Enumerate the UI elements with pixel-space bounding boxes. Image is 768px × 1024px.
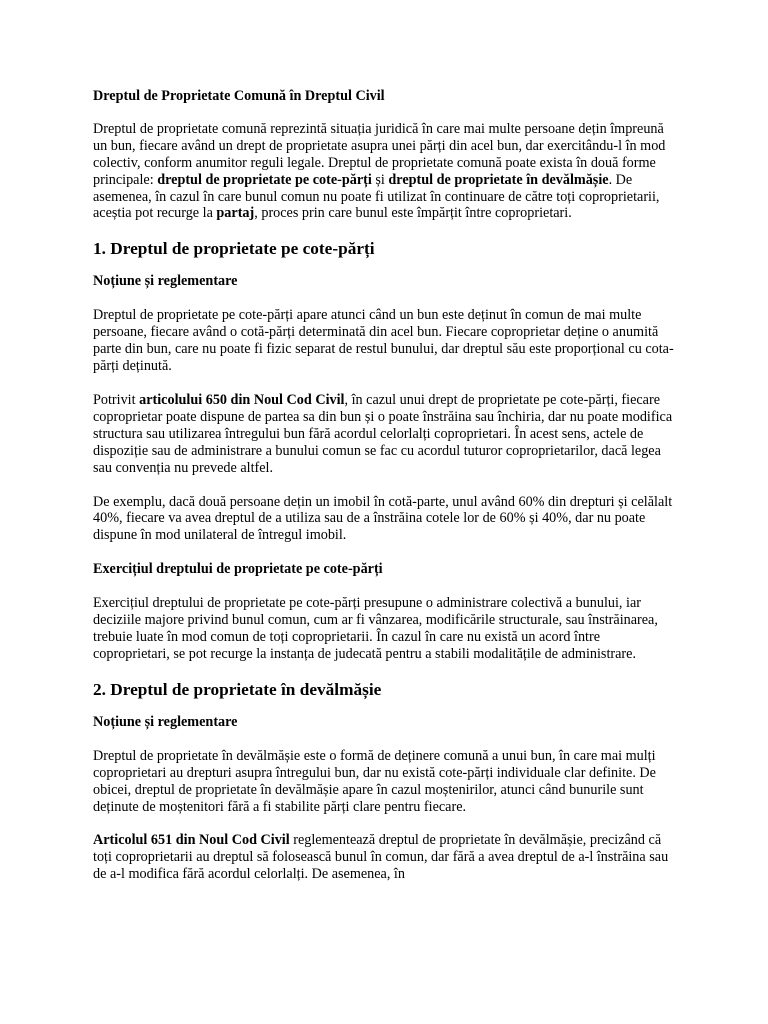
section1-p2-text-2: , în cazul unui drept de proprietate pe cote-părți, fiecare coproprietar poate dispune de partea sa din bun și o poate înstrăina sau închiria, dar nu poate modifica structura sau utilizarea întregului bun fără acordul celorlalți coproprietari. În acest sens, actele de dispoziție sau de administrare a bunului comun se fac cu acordul tuturor coproprietarilor, dacă legea sau convenția nu prevede altfel. xyxy=(93,391,673,476)
section1-paragraph-3: De exemplu, dacă două persoane dețin un imobil în cotă-parte, unul având 60% din drepturi și celălalt 40%, fiecare va avea dreptul de a utiliza sau de a înstrăina cotele lor de 60% și 40%, dar nu poate dispune în mod unilateral de întregul imobil. xyxy=(93,493,673,544)
section1-paragraph-2 xyxy=(93,392,678,477)
section2-p2-bold-article: Articolul 651 din Noul Cod Civil xyxy=(93,832,290,849)
section2-p2-text-1: reglementează dreptul de proprietate în devălmășie, precizând că toți coproprietarii au dreptul să folosească bunul în comun, dar fără a avea dreptul de a-l înstrăina sau de a-l modifica fără acordul celorlalți. De asemenea, în xyxy=(93,832,669,883)
document-title: Dreptul de Proprietate Comună în Dreptul Civil xyxy=(93,88,385,104)
intro-paragraph xyxy=(93,121,678,222)
intro-text-3: . De asemenea, în cazul în care bunul comun nu poate fi utilizat în continuare de către toți coproprietarii, aceștia pot recurge la xyxy=(93,171,660,222)
section2-paragraph-1: Dreptul de proprietate în devălmășie este o formă de deținere comună a unui bun, în care mai mulți coproprietari au drepturi asupra întregului bun, dar nu există cote-părți individuale clar definite. De obicei, dreptul de proprietate în devălmășie apare în cazul moștenirilor, atunci când bunurile sunt deținute de moștenitori fără a fi stabilite părți clare pentru fiecare. xyxy=(93,747,656,815)
section1-paragraph-1: Dreptul de proprietate pe cote-părți apare atunci când un bun este deținut în comun de mai multe persoane, fiecare având o cotă-părți determinată din acel bun. Fiecare coproprietar deține o anumită parte din bun, care nu poate fi fizic separat de restul bunului, dar dreptul său este proporțional cu cota-părți deținută. xyxy=(93,307,674,375)
intro-bold-2: dreptul de proprietate în devălmășie xyxy=(388,171,609,188)
section1-heading: 1. Dreptul de proprietate pe cote-părți xyxy=(93,239,375,259)
intro-text-4: , proces prin care bunul este împărțit între coproprietari. xyxy=(254,205,572,222)
intro-text-2: și xyxy=(371,171,389,188)
intro-text-1: Dreptul de proprietate comună reprezintă situația juridică în care mai multe persoane dețin împreună un bun, fiecare având un drept de proprietate asupra unei părți din acel bun, dar exercitându-l în mod colectiv, conform anumitor reguli legale. Dreptul de proprietate comună poate exista în două forme principale: xyxy=(93,120,666,188)
section2-subheading-notion: Noțiune și reglementare xyxy=(93,713,238,730)
section1-subheading-notion: Noțiune și reglementare xyxy=(93,273,238,290)
section1-p2-text-1: Potrivit xyxy=(93,391,140,408)
section2-paragraph-2 xyxy=(93,832,678,883)
section1-subheading-exercise: Exercițiul dreptului de proprietate pe cote-părți xyxy=(93,561,383,578)
section2-heading: 2. Dreptul de proprietate în devălmășie xyxy=(93,679,382,699)
section1-p2-bold-article: articolului 650 din Noul Cod Civil xyxy=(139,391,345,408)
intro-bold-1: dreptul de proprietate pe cote-părți xyxy=(157,171,372,188)
intro-bold-3: partaj xyxy=(216,205,255,222)
section1-paragraph-4: Exercițiul dreptului de proprietate pe cote-părți presupune o administrare colectivă a bunului, iar deciziile majore privind bunul comun, cum ar fi vânzarea, modificările structurale, sau înstrăinarea, trebuie luate în mod comun de toți coproprietarii. În cazul în care nu există un acord între coproprietari, se pot recurge la instanța de judecată pentru a stabili modalitățile de administrare. xyxy=(93,595,658,662)
